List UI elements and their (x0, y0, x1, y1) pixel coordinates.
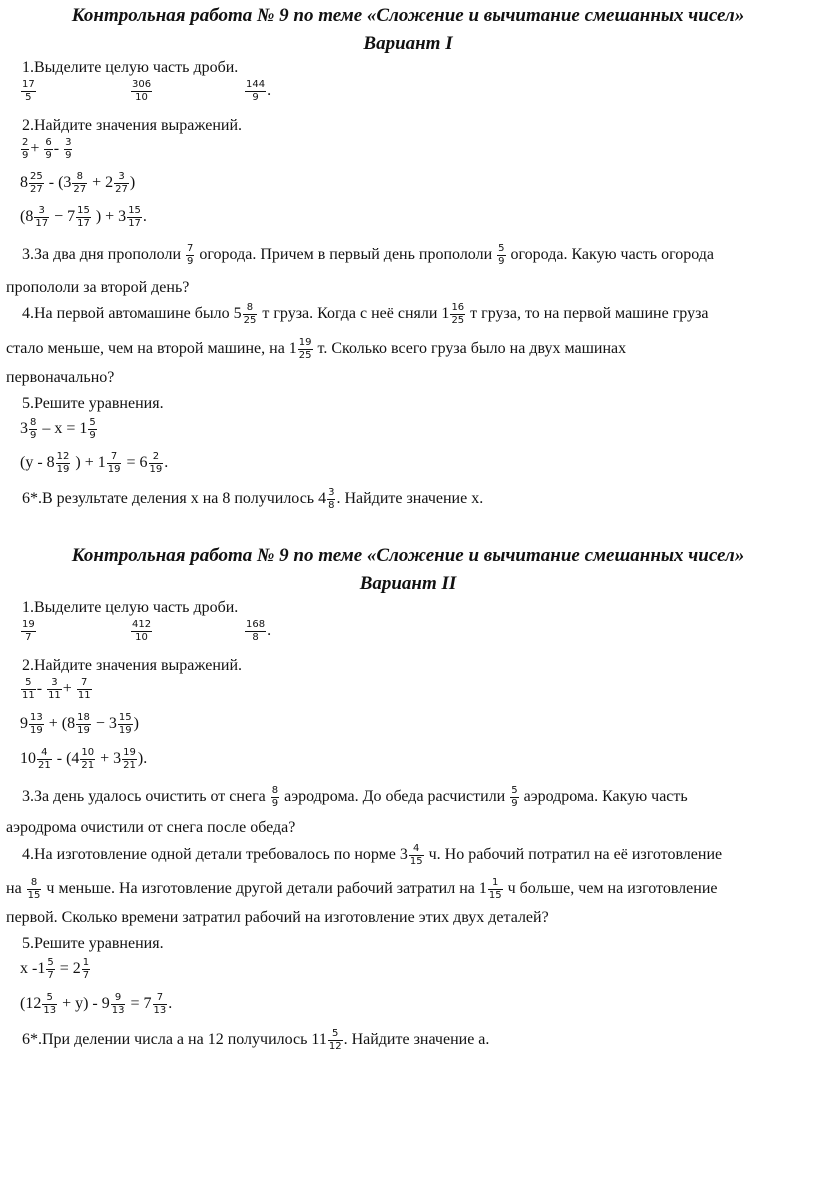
v2-expr1: $\frac{5}{11}$ - $\frac{3}{11}$ + $\frac{7}{11}$ (22, 677, 91, 701)
v2-eq1: х -1 $\frac{5}{7}$ = 2 $\frac{1}{7}$ (20, 957, 90, 981)
fraction: $\frac{17}{5}$ (22, 79, 35, 103)
v1-variant: Вариант I (363, 33, 453, 54)
v1-q4-end: первоначально? (6, 369, 115, 386)
v2-q4: 4.На изготовление одной детали требовалось по норме 3 $\frac{4}{15}$ ч. Но рабочий потратил на её изготовление (22, 843, 723, 867)
v2-q3: 3.За день удалось очистить от снега $\frac{8}{9}$ аэродрома. До обеда расчистили $\frac{5}{9}$ аэродрома. Какую часть (22, 785, 688, 809)
v1-q4-cont: стало меньше, чем на второй машине, на 1 $\frac{19}{25}$ т. Сколько всего груза было на двух машинах (6, 337, 627, 361)
v1-q1-frac2 (130, 80, 153, 103)
v1-expr3: (8 $\frac{3}{17}$ − 7 $\frac{15}{17}$ ) + 3 $\frac{15}{17}$ . (20, 205, 147, 229)
v1-q4: 4.На первой автомашине было 5 $\frac{8}{25}$ т груза. Когда с неё сняли 1 $\frac{16}{25}$ т груза, то на первой машине груза (22, 302, 709, 326)
v2-q1-frac2: $\frac{412}{10}$ (132, 619, 152, 643)
v2-expr2: 9 $\frac{13}{19}$ + (8 $\frac{18}{19}$ − 3 $\frac{15}{19}$ ) (20, 712, 139, 736)
v2-expr3: 10 $\frac{4}{21}$ - (4 $\frac{10}{21}$ + 3 $\frac{19}{21}$ ). (20, 747, 148, 771)
v1-q5: 5.Решите уравнения. (22, 395, 164, 412)
v1-eq1: 3 $\frac{8}{9}$ – х = 1 $\frac{5}{9}$ (20, 417, 96, 441)
v1-q3: 3.За два дня пропололи $\frac{7}{9}$ огорода. Причем в первый день пропололи $\frac{5}{9}$ огорода. Какую часть огорода (22, 243, 715, 267)
v1-expr2: 8 $\frac{25}{27}$ - (3 $\frac{8}{27}$ + 2 $\frac{3}{27}$ ) (20, 171, 136, 195)
v2-title: Контрольная работа № 9 по теме «Сложение и вычитание смешанных чисел» (71, 545, 745, 566)
v1-q1-fractions (20, 80, 37, 103)
fraction: $\frac{144}{9}$ (246, 79, 266, 103)
fraction: $\frac{306}{10}$ (132, 79, 152, 103)
v2-q6: 6*.При делении числа а на 12 получилось 11 $\frac{5}{12}$ . Найдите значение а. (22, 1028, 490, 1052)
v2-eq2: (12 $\frac{5}{13}$ + у) - 9 $\frac{9}{13}$ = 7 $\frac{7}{13}$ . (20, 992, 173, 1016)
v2-q3-cont: аэродрома очистили от снега после обеда? (6, 819, 296, 836)
v1-q3-cont: пропололи за второй день? (6, 279, 190, 296)
v2-q4-end: первой. Сколько времени затратил рабочий на изготовление этих двух деталей? (6, 909, 549, 926)
v1-q2: 2.Найдите значения выражений. (22, 117, 243, 134)
v1-expr1: $\frac{2}{9}$ + $\frac{6}{9}$ - $\frac{3}{9}$ (22, 137, 72, 161)
v1-q6: 6*.В результате деления х на 8 получилось 4 $\frac{3}{8}$ . Найдите значение х. (22, 487, 484, 511)
v2-q5: 5.Решите уравнения. (22, 935, 164, 952)
v2-q1: 1.Выделите целую часть дроби. (22, 599, 239, 616)
v2-q1-frac1: $\frac{19}{7}$ (22, 619, 35, 643)
v1-q1: 1.Выделите целую часть дроби. (22, 59, 239, 76)
v1-q1-frac3: $\frac{144}{9}$ . (246, 79, 272, 103)
v2-variant: Вариант II (359, 573, 457, 594)
v2-q4-cont: на $\frac{8}{15}$ ч меньше. На изготовление другой детали рабочий затратил на 1 $\frac{1}{15}$ ч больше, чем на изготовление (6, 877, 718, 901)
v2-q2: 2.Найдите значения выражений. (22, 657, 243, 674)
v2-q1-frac3: $\frac{168}{8}$ . (246, 619, 272, 643)
v1-title: Контрольная работа № 9 по теме «Сложение и вычитание смешанных чисел» (71, 5, 745, 26)
v1-eq2: (у - 8 $\frac{12}{19}$ ) + 1 $\frac{7}{19}$ = 6 $\frac{2}{19}$ . (20, 451, 169, 475)
